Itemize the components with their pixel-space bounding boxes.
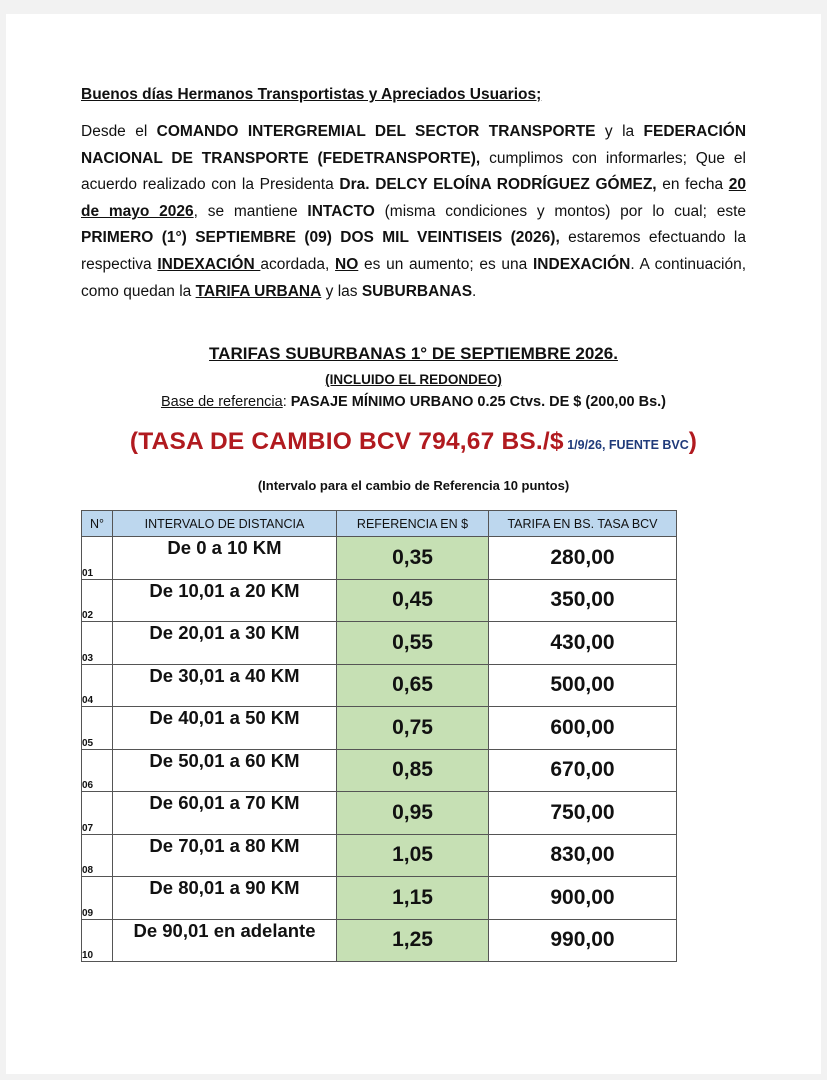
row-tariff: 600,00: [489, 707, 677, 750]
exchange-rate-text: TASA DE CAMBIO BCV 794,67 BS./$: [138, 428, 564, 455]
row-interval: De 30,01 a 40 KM: [113, 664, 337, 707]
body-bold-federacion: FEDERACIÓN NACIONAL DE TRANSPORTE (FEDETRANSPORTE),: [81, 123, 747, 167]
row-number: 01: [82, 537, 113, 580]
table-row: [82, 919, 677, 962]
body-text-4: en fecha: [656, 176, 729, 194]
base-reference-colon: :: [282, 394, 291, 410]
base-reference-value: PASAJE MÍNIMO URBANO 0.25 Ctvs. DE $ (200,00 Bs.): [290, 394, 666, 410]
table-header-row: [82, 511, 677, 537]
row-reference: 0,75: [337, 707, 489, 750]
table-row: [82, 537, 677, 580]
row-reference: 0,65: [337, 664, 489, 707]
body-bold-indexacion-2: INDEXACIÓN: [533, 255, 631, 273]
body-text-5: , se mantiene: [193, 202, 308, 220]
row-tariff: 500,00: [489, 664, 677, 707]
row-tariff: 990,00: [489, 919, 677, 962]
row-number: 06: [82, 749, 113, 792]
body-bold-presidenta: Dra. DELCY ELOÍNA RODRÍGUEZ GÓMEZ,: [339, 176, 657, 194]
table-row: [82, 749, 677, 792]
table-row: [82, 834, 677, 877]
row-reference: 1,15: [337, 877, 489, 920]
row-number: 09: [82, 877, 113, 920]
row-reference: 0,55: [337, 622, 489, 665]
row-reference: 0,95: [337, 792, 489, 835]
row-interval: De 80,01 a 90 KM: [113, 877, 337, 920]
body-text-1: Desde el: [81, 123, 157, 140]
base-reference: [81, 394, 746, 410]
row-tariff: 750,00: [489, 792, 677, 835]
table-row: [82, 622, 677, 665]
body-bold-suburbanas: SUBURBANAS: [361, 282, 473, 300]
row-interval: De 50,01 a 60 KM: [113, 749, 337, 792]
base-reference-label: Base de referencia: [160, 394, 283, 410]
row-tariff: 350,00: [489, 579, 677, 622]
tariffs-table: [81, 510, 677, 962]
row-number: 10: [82, 919, 113, 962]
body-bold-primero: PRIMERO (1°) SEPTIEMBRE (09) DOS MIL VEINTISEIS (2026),: [81, 229, 560, 247]
row-number: 08: [82, 834, 113, 877]
row-interval: De 60,01 a 70 KM: [113, 792, 337, 835]
row-interval: De 70,01 a 80 KM: [113, 834, 337, 877]
row-interval: De 40,01 a 50 KM: [113, 707, 337, 750]
row-number: 03: [82, 622, 113, 665]
row-reference: 0,85: [337, 749, 489, 792]
row-tariff: 670,00: [489, 749, 677, 792]
row-number: 04: [82, 664, 113, 707]
announcement-paragraph: [81, 119, 746, 305]
row-number: 02: [82, 579, 113, 622]
body-text-6: (misma condiciones y montos) por lo cual; este: [374, 202, 746, 220]
exchange-rate-source: 1/9/26, FUENTE BVC: [563, 438, 689, 452]
body-bold-fecha: 20 de mayo 2026: [81, 176, 746, 220]
row-interval: De 20,01 a 30 KM: [113, 622, 337, 665]
row-reference: 1,25: [337, 919, 489, 962]
body-bold-tarifa-urbana: TARIFA URBANA: [195, 282, 322, 300]
body-bold-intacto: INTACTO: [307, 202, 375, 220]
row-number: 07: [82, 792, 113, 835]
body-text-8: acordada,: [260, 255, 336, 273]
table-row: [82, 664, 677, 707]
header-number: N°: [82, 511, 113, 537]
table-row: [82, 877, 677, 920]
row-tariff: 830,00: [489, 834, 677, 877]
header-tariff: TARIFA EN BS. TASA BCV: [489, 511, 677, 537]
header-reference: REFERENCIA EN $: [337, 511, 489, 537]
rate-open-paren: (: [129, 428, 139, 455]
table-row: [82, 792, 677, 835]
body-text-2: y la: [595, 123, 644, 140]
row-interval: De 90,01 en adelante: [113, 919, 337, 962]
body-bold-no: NO: [335, 255, 359, 273]
body-text-12: .: [472, 282, 477, 300]
body-text-9: es un aumento; es una: [358, 255, 533, 273]
row-tariff: 430,00: [489, 622, 677, 665]
row-reference: 0,45: [337, 579, 489, 622]
row-reference: 1,05: [337, 834, 489, 877]
tariffs-subtitle: (INCLUIDO EL REDONDEO): [325, 372, 502, 387]
body-bold-indexacion-1: INDEXACIÓN: [157, 255, 261, 273]
row-tariff: 900,00: [489, 877, 677, 920]
row-reference: 0,35: [337, 537, 489, 580]
greeting-heading: Buenos días Hermanos Transportistas y Apreciados Usuarios;: [81, 86, 542, 103]
document-page: [6, 14, 821, 1074]
body-text-11: y las: [321, 282, 362, 300]
body-text-7: estaremos efectuando la respectiva: [81, 229, 746, 273]
row-interval: De 0 a 10 KM: [113, 537, 337, 580]
body-text-3: cumplimos con informarles; Que el acuerdo realizado con la Presidenta: [81, 149, 746, 194]
row-number: 05: [82, 707, 113, 750]
tariffs-title: TARIFAS SUBURBANAS 1° DE SEPTIEMBRE 2026.: [209, 344, 618, 363]
exchange-rate-line: [81, 428, 746, 456]
row-tariff: 280,00: [489, 537, 677, 580]
body-bold-comando: COMANDO INTERGREMIAL DEL SECTOR TRANSPORTE: [156, 123, 596, 140]
body-text-10: . A continuación, como quedan la: [81, 255, 747, 300]
table-row: [82, 579, 677, 622]
interval-note: (Intervalo para el cambio de Referencia 10 puntos): [257, 478, 570, 493]
table-row: [82, 707, 677, 750]
row-interval: De 10,01 a 20 KM: [113, 579, 337, 622]
header-interval: INTERVALO DE DISTANCIA: [113, 511, 337, 537]
rate-close-paren: ): [688, 428, 698, 455]
